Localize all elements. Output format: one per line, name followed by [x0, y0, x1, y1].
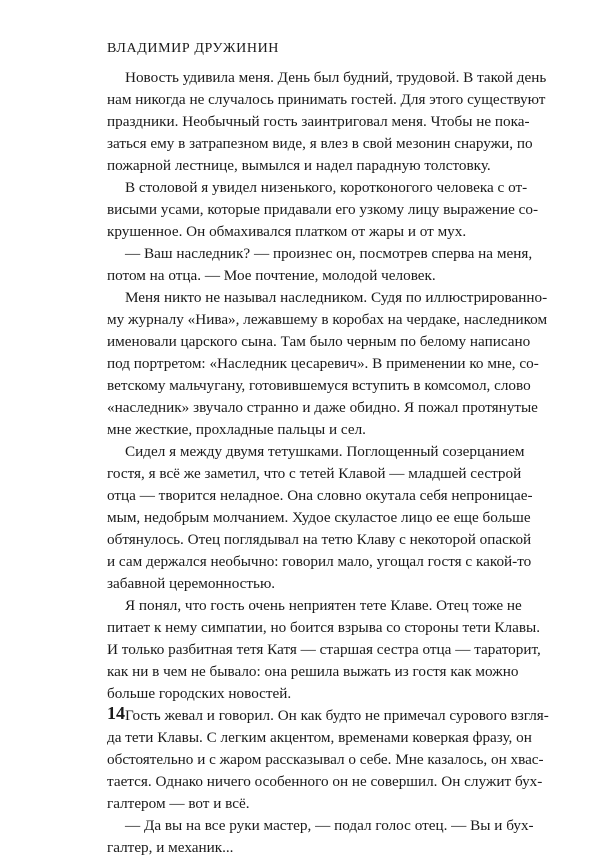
text-line: пожарной лестнице, вымылся и надел парадную толстовку.	[107, 157, 491, 174]
text-line: галтером — вот и всё.	[107, 795, 250, 812]
text-line: ветскому мальчугану, готовившемуся вступить в комсомол, слово	[107, 377, 531, 394]
text-line: мым, недобрым молчанием. Худое скуластое лицо ее еще больше	[107, 509, 531, 526]
text-line: обстоятельно и с жаром рассказывал о себе. Мне казалось, он хвас-	[107, 751, 544, 768]
text-line: И только разбитная тетя Катя — старшая сестра отца — тараторит,	[107, 641, 541, 658]
text-line: праздники. Необычный гость заинтриговал меня. Чтобы не пока-	[107, 113, 530, 130]
text-line: как ни в чем не бывало: она решила выжать из гостя как можно	[107, 663, 519, 680]
text-line: Меня никто не называл наследником. Судя по иллюстрированно-	[125, 289, 548, 306]
text-line: именовали царского сына. Там было черным по белому написано	[107, 333, 531, 350]
text-line: мне жесткие, прохладные пальцы и сел.	[107, 421, 366, 438]
text-line: больше городских новостей.	[107, 685, 292, 702]
text-line: Сидел я между двумя тетушками. Поглощенный созерцанием	[125, 443, 525, 460]
text-line: питает к нему симпатии, но боится взрыва со стороны тети Клавы.	[107, 619, 541, 636]
text-line: да тети Клавы. С легким акцентом, временами коверкая фразу, он	[107, 729, 532, 746]
text-line: обтянулось. Отец поглядывал на тетю Клаву с некоторой опаской	[107, 531, 532, 548]
text-line: крушенное. Он обмахивался платком от жары и от мух.	[107, 223, 467, 240]
text-line: забавной церемонностью.	[107, 575, 276, 592]
text-line: тается. Однако ничего особенного он не совершил. Он служит бух-	[107, 773, 543, 790]
body-text	[107, 67, 549, 859]
text-line: нам никогда не случалось принимать гостей. Для этого существуют	[107, 91, 546, 108]
text-line: висыми усами, которые придавали его узкому лицу выражение со-	[107, 201, 539, 218]
text-line: — Ваш наследник? — произнес он, посмотрев сперва на меня,	[125, 245, 533, 262]
text-line: под портретом: «Наследник цесаревич». В применении ко мне, со-	[107, 355, 539, 372]
text-line: потом на отца. — Мое почтение, молодой человек.	[107, 267, 436, 284]
text-line: галтер, и механик...	[107, 839, 234, 856]
running-header-author: ВЛАДИМИР ДРУЖИНИН	[107, 41, 279, 56]
text-line: «наследник» звучало странно и даже обидно. Я пожал протянутые	[107, 399, 538, 416]
text-line: му журналу «Нива», лежавшему в коробах на чердаке, наследником	[107, 311, 548, 328]
text-line: и сам держался необычно: говорил мало, угощал гостя с какой-то	[107, 553, 532, 570]
text-line: В столовой я увидел низенького, коротконогого человека с от-	[125, 179, 528, 196]
page-number: 14	[107, 703, 125, 723]
text-line: — Да вы на все руки мастер, — подал голос отец. — Вы и бух-	[125, 817, 534, 834]
text-line: отца — творится неладное. Она словно окутала себя непроницае-	[107, 487, 533, 504]
text-line: Я понял, что гость очень неприятен тете Клаве. Отец тоже не	[125, 597, 522, 614]
text-line: Новость удивила меня. День был будний, трудовой. В такой день	[125, 69, 547, 86]
text-line: Гость жевал и говорил. Он как будто не примечал сурового взгля-	[125, 707, 549, 724]
text-line: заться ему в затрапезном виде, я влез в свой мезонин снаружи, по	[107, 135, 533, 152]
text-line: гостя, я всё же заметил, что с тетей Клавой — младшей сестрой	[107, 465, 522, 482]
